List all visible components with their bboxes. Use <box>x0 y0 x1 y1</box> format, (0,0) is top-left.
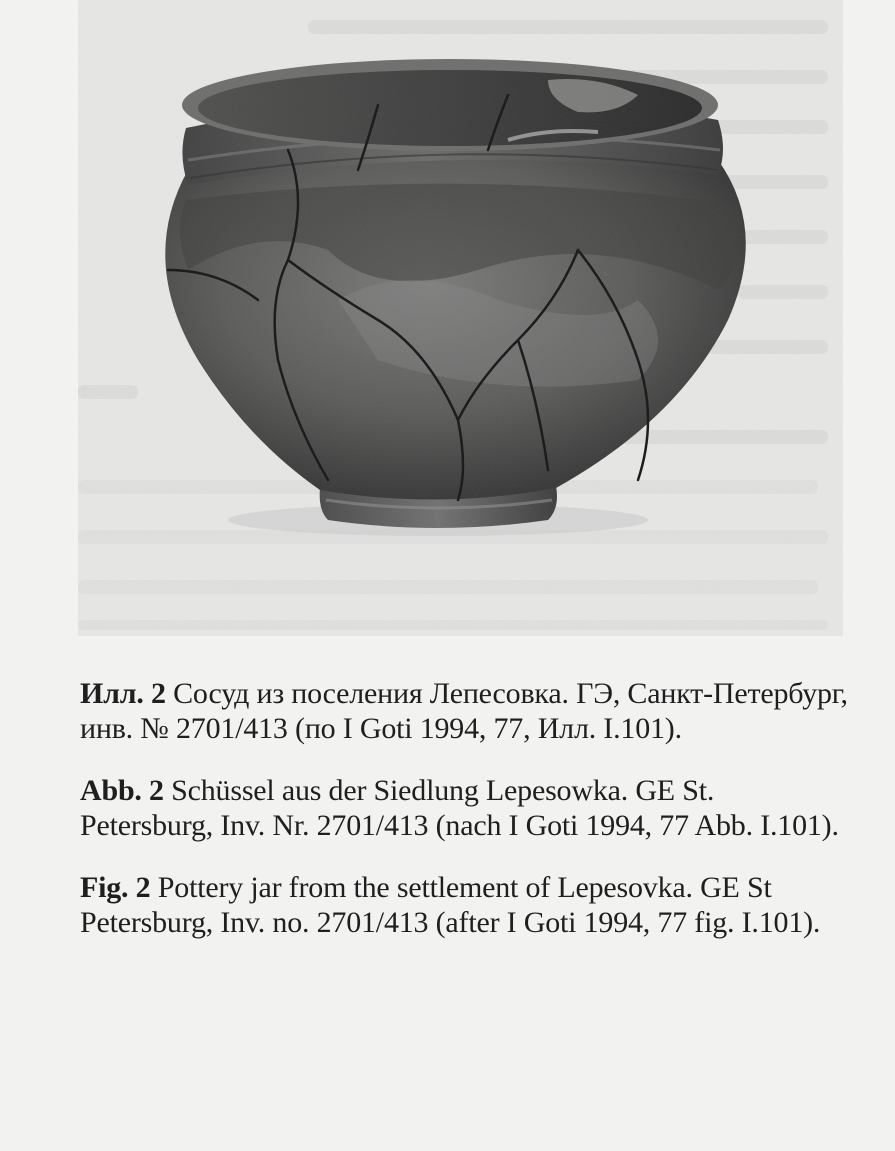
caption-text: Сосуд из поселения Лепесовка. ГЭ, Санкт-Петербург, инв. № 2701/413 (по I Goti 1994, 77, Илл. I.101). <box>80 677 848 745</box>
caption-label: Abb. 2 <box>80 774 164 807</box>
figure-photo <box>78 0 843 636</box>
caption-english <box>80 870 850 940</box>
caption-russian <box>80 676 850 746</box>
caption-text: Schüssel aus der Siedlung Lepesowka. GE St. Petersburg, Inv. Nr. 2701/413 (nach I Goti 1994, 77 Abb. I.101). <box>80 774 839 842</box>
caption-label: Илл. 2 <box>80 677 166 710</box>
pottery-jar-image <box>78 0 843 636</box>
caption-german <box>80 773 850 843</box>
caption-label: Fig. 2 <box>80 871 151 904</box>
figure-captions <box>80 676 850 967</box>
caption-text: Pottery jar from the settlement of Lepesovka. GE St Petersburg, Inv. no. 2701/413 (after I Goti 1994, 77 fig. I.101). <box>80 871 821 939</box>
